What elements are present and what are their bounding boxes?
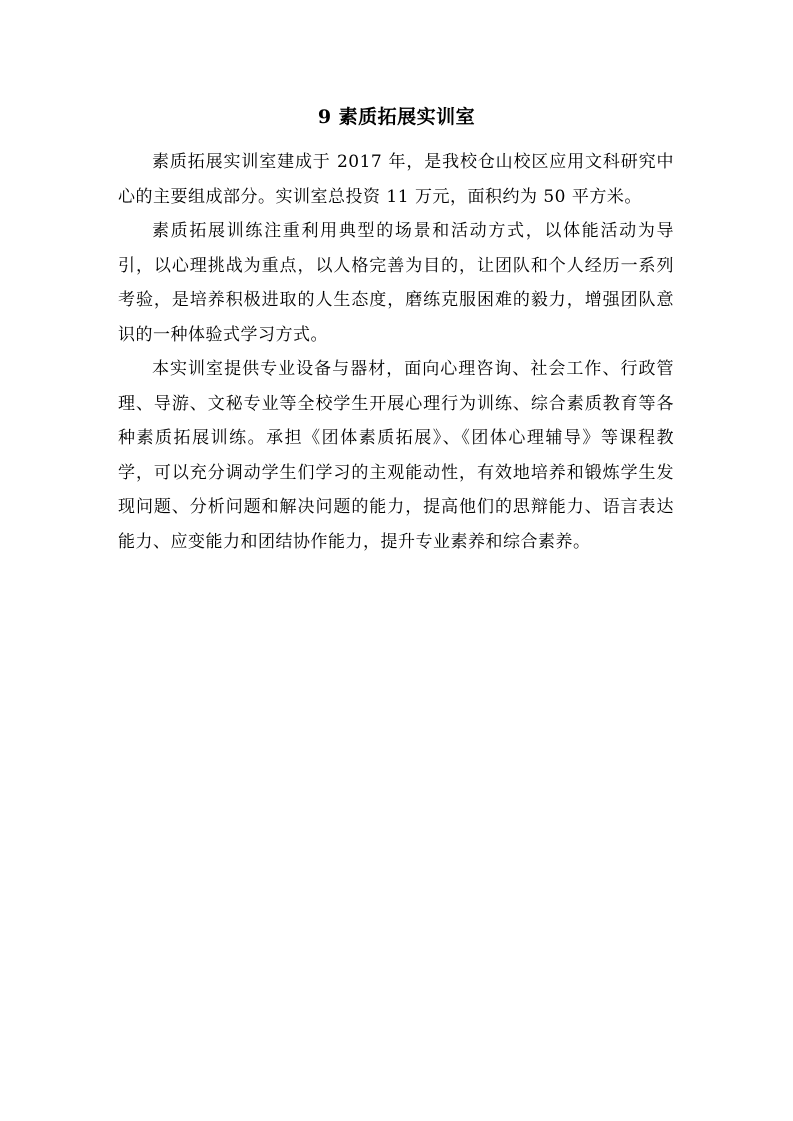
paragraph-services: 本实训室提供专业设备与器材，面向心理咨询、社会工作、行政管理、导游、文秘专业等全校学生开展心理行为训练、综合素质教育等各种素质拓展训练。承担《团体素质拓展》、《团体心理辅导》等课程教学，可以充分调动学生们学习的主观能动性，有效地培养和锻炼学生发现问题、分析问题和解决问题的能力，提高他们的思辩能力、语言表达能力、应变能力和团结协作能力，提升专业素养和综合素养。 — [118, 359, 674, 552]
page-title: 9 素质拓展实训室 — [317, 106, 476, 128]
document-body — [118, 145, 674, 559]
paragraph-intro: 素质拓展实训室建成于 2017 年，是我校仓山校区应用文科研究中心的主要组成部分。实训室总投资 11 万元，面积约为 50 平方米。 — [118, 152, 674, 207]
paragraph-training-description: 素质拓展训练注重利用典型的场景和活动方式，以体能活动为导引，以心理挑战为重点，以人格完善为目的，让团队和个人经历一系列考验，是培养积极进取的人生态度，磨练克服困难的毅力，增强团队意识的一种体验式学习方式。 — [118, 221, 674, 345]
